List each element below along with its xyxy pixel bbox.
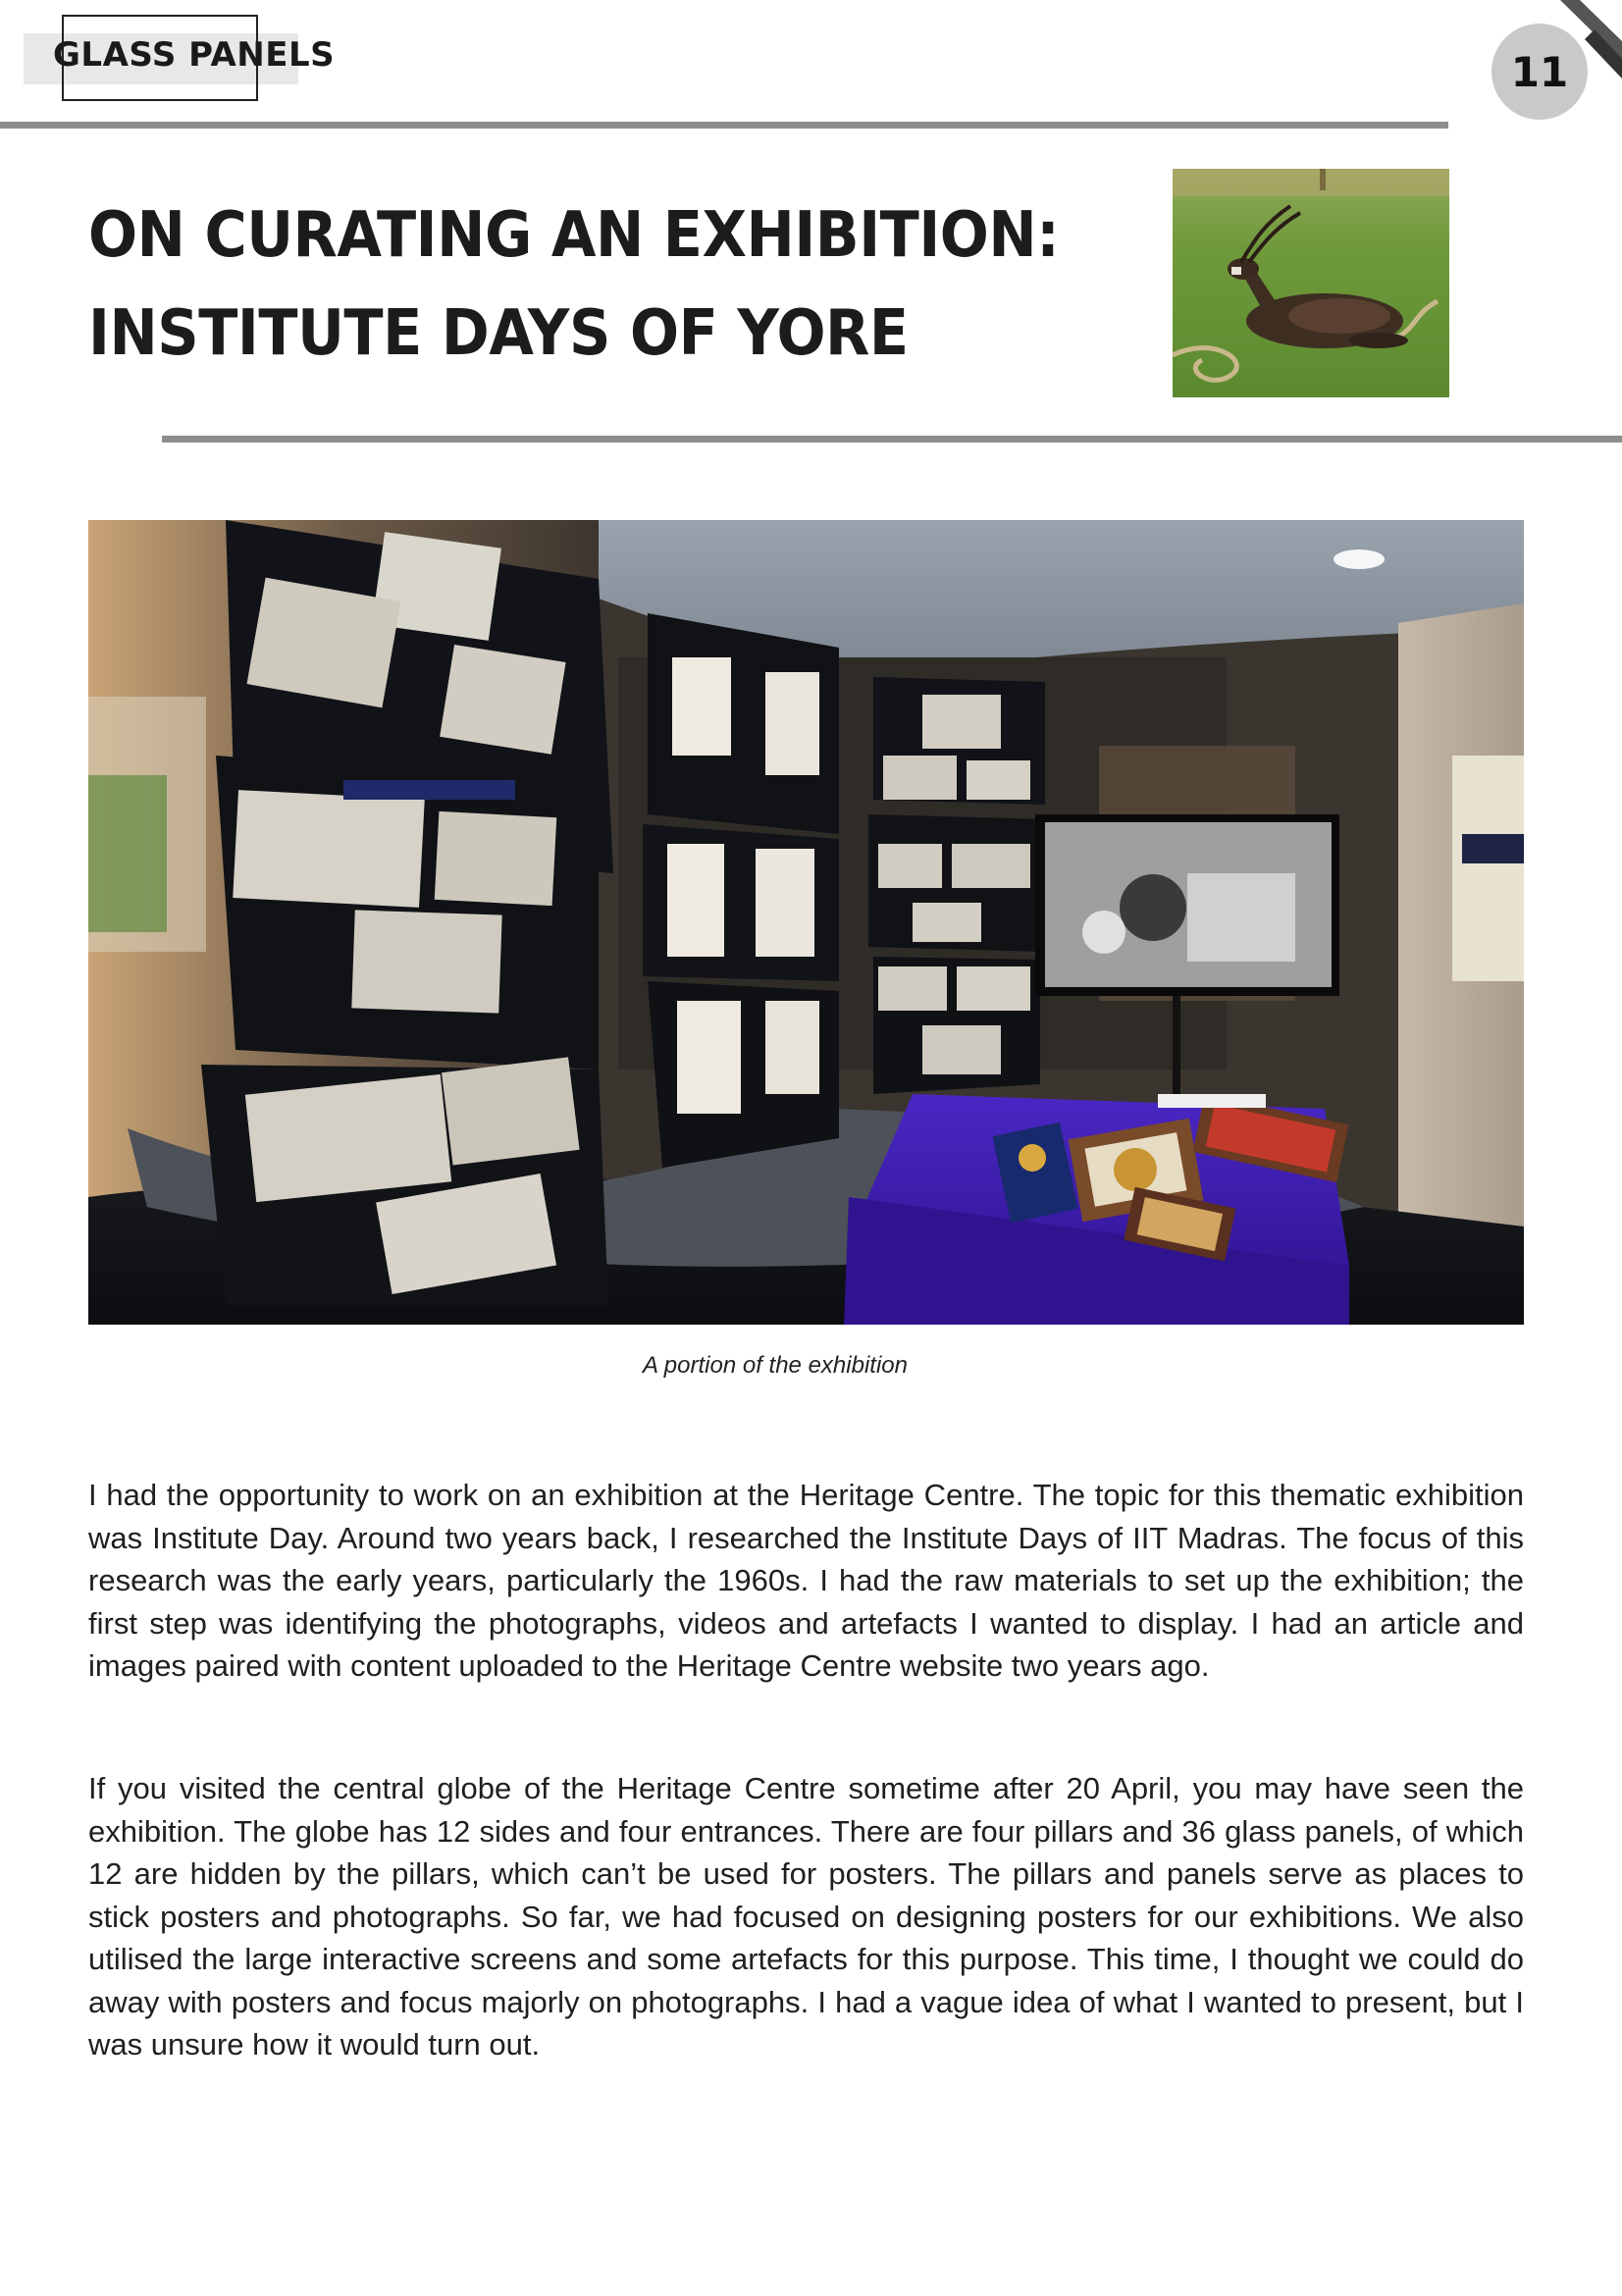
- section-label: GLASS PANELS: [53, 35, 336, 75]
- blackbuck-photo: [1173, 169, 1449, 397]
- article-title: [88, 186, 1119, 383]
- body-paragraph-1: I had the opportunity to work on an exhibition at the Heritage Centre. The topic for this thematic exhibition was Institute Day. Around two years back, I researched the Institute Days of IIT Madras. The focus of this research was the early years, particularly the 1960s. I had the raw materials to set up the exhibition; the first step was identifying the photographs, videos and artefacts I wanted to display. I had an article and images paired with content uploaded to the Heritage Centre website two years ago.: [88, 1478, 1524, 1683]
- page-number: 11: [1491, 24, 1588, 120]
- exhibition-photo: [88, 520, 1524, 1325]
- body-paragraph-2: If you visited the central globe of the Heritage Centre sometime after 20 April, you may have seen the exhibition. The globe has 12 sides and four entrances. There are four pillars and 36 glass panels, of which 12 are hidden by the pillars, which can’t be used for posters. The pillars and panels serve as places to stick posters and photographs. So far, we had focused on designing posters for our exhibitions. We also utilised the large interactive screens and some artefacts for this purpose. This time, I thought we could do away with posters and focus majorly on photographs. I had a vague idea of what I wanted to present, but I was unsure how it would turn out.: [88, 1771, 1524, 2061]
- photo-caption: A portion of the exhibition: [643, 1352, 908, 1379]
- top-divider: [0, 122, 1448, 129]
- title-line-2: INSTITUTE DAYS OF YORE: [88, 297, 909, 370]
- mid-divider: [162, 436, 1622, 443]
- title-line-1: ON CURATING AN EXHIBITION:: [88, 199, 1060, 272]
